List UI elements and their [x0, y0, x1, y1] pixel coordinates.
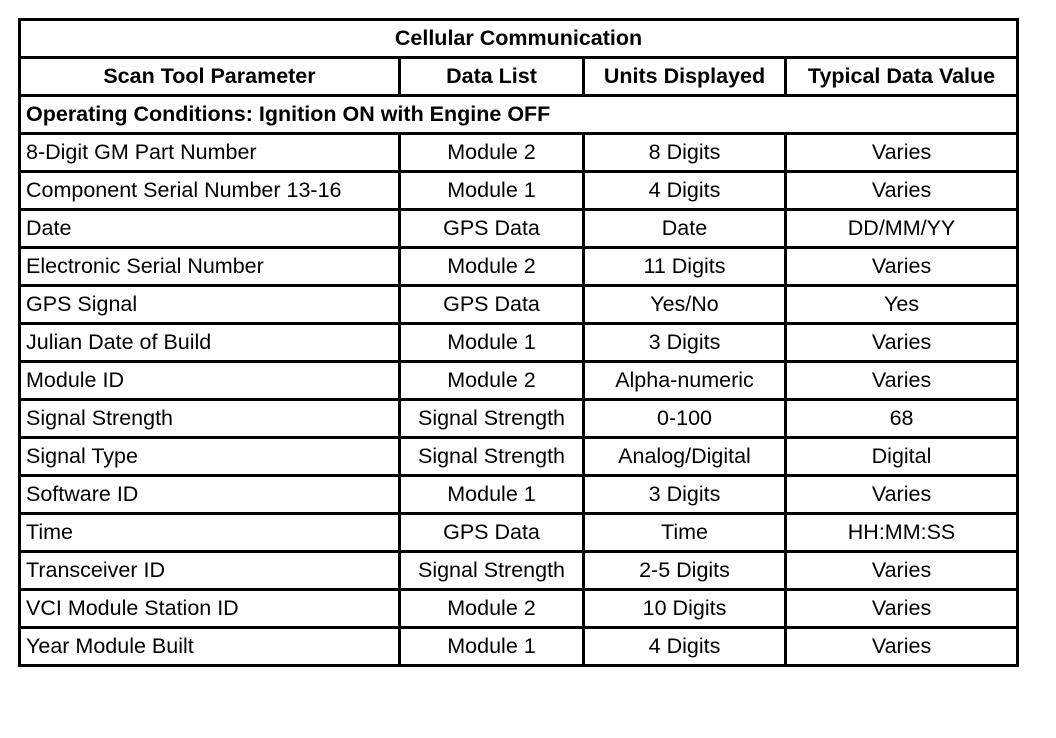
table-row — [20, 248, 1018, 286]
cell-units-displayed: 0-100 — [584, 400, 786, 438]
cell-scan-tool-parameter: GPS Signal — [20, 286, 400, 324]
cell-data-list: Module 2 — [400, 248, 584, 286]
scan-tool-data-table — [18, 18, 1019, 667]
cell-data-list: GPS Data — [400, 210, 584, 248]
cell-units-displayed: Time — [584, 514, 786, 552]
cell-scan-tool-parameter: Signal Strength — [20, 400, 400, 438]
table-row — [20, 210, 1018, 248]
cell-data-list: Module 2 — [400, 134, 584, 172]
table-row — [20, 286, 1018, 324]
cell-data-list: GPS Data — [400, 514, 584, 552]
cell-typical-data-value: Varies — [786, 362, 1018, 400]
cell-units-displayed: Alpha-numeric — [584, 362, 786, 400]
cell-scan-tool-parameter: Component Serial Number 13-16 — [20, 172, 400, 210]
table-title-row — [20, 20, 1018, 58]
cell-data-list: Module 2 — [400, 362, 584, 400]
cell-scan-tool-parameter: 8-Digit GM Part Number — [20, 134, 400, 172]
table-row — [20, 172, 1018, 210]
table-row — [20, 552, 1018, 590]
cell-typical-data-value: Varies — [786, 476, 1018, 514]
table-row — [20, 134, 1018, 172]
cell-data-list: Module 1 — [400, 476, 584, 514]
cell-typical-data-value: Varies — [786, 552, 1018, 590]
cell-units-displayed: 4 Digits — [584, 172, 786, 210]
column-header-typical-data-value: Typical Data Value — [786, 58, 1018, 96]
cell-units-displayed: Date — [584, 210, 786, 248]
cell-data-list: Signal Strength — [400, 438, 584, 476]
cell-typical-data-value: Digital — [786, 438, 1018, 476]
cell-scan-tool-parameter: Module ID — [20, 362, 400, 400]
table-title: Cellular Communication — [20, 20, 1018, 58]
cell-typical-data-value: HH:MM:SS — [786, 514, 1018, 552]
cell-units-displayed: 10 Digits — [584, 590, 786, 628]
cell-scan-tool-parameter: Date — [20, 210, 400, 248]
table-row — [20, 324, 1018, 362]
column-header-units-displayed: Units Displayed — [584, 58, 786, 96]
cell-scan-tool-parameter: Julian Date of Build — [20, 324, 400, 362]
cell-units-displayed: 3 Digits — [584, 476, 786, 514]
cell-typical-data-value: Varies — [786, 628, 1018, 666]
cell-data-list: Signal Strength — [400, 400, 584, 438]
section-heading: Operating Conditions: Ignition ON with Engine OFF — [20, 96, 1018, 134]
cell-data-list: Signal Strength — [400, 552, 584, 590]
cell-scan-tool-parameter: Transceiver ID — [20, 552, 400, 590]
cell-scan-tool-parameter: Time — [20, 514, 400, 552]
table-row — [20, 514, 1018, 552]
table-row — [20, 362, 1018, 400]
cell-typical-data-value: Varies — [786, 134, 1018, 172]
column-header-scan-tool-parameter: Scan Tool Parameter — [20, 58, 400, 96]
cell-data-list: Module 1 — [400, 628, 584, 666]
table-body — [20, 96, 1018, 666]
cell-typical-data-value: Varies — [786, 324, 1018, 362]
cell-units-displayed: 8 Digits — [584, 134, 786, 172]
cell-typical-data-value: Varies — [786, 248, 1018, 286]
cell-data-list: Module 2 — [400, 590, 584, 628]
cell-units-displayed: Yes/No — [584, 286, 786, 324]
table-row — [20, 438, 1018, 476]
cell-typical-data-value: Varies — [786, 590, 1018, 628]
column-header-data-list: Data List — [400, 58, 584, 96]
table-row — [20, 476, 1018, 514]
cell-typical-data-value: Varies — [786, 172, 1018, 210]
cell-data-list: Module 1 — [400, 172, 584, 210]
cell-scan-tool-parameter: Year Module Built — [20, 628, 400, 666]
section-row — [20, 96, 1018, 134]
cell-data-list: Module 1 — [400, 324, 584, 362]
cell-units-displayed: 11 Digits — [584, 248, 786, 286]
cell-scan-tool-parameter: Electronic Serial Number — [20, 248, 400, 286]
cell-units-displayed: Analog/Digital — [584, 438, 786, 476]
cell-typical-data-value: DD/MM/YY — [786, 210, 1018, 248]
cell-units-displayed: 3 Digits — [584, 324, 786, 362]
table-row — [20, 628, 1018, 666]
table-header-row — [20, 58, 1018, 96]
table-row — [20, 400, 1018, 438]
cell-typical-data-value: Yes — [786, 286, 1018, 324]
cell-units-displayed: 2-5 Digits — [584, 552, 786, 590]
cell-scan-tool-parameter: VCI Module Station ID — [20, 590, 400, 628]
cell-scan-tool-parameter: Signal Type — [20, 438, 400, 476]
cell-typical-data-value: 68 — [786, 400, 1018, 438]
cell-data-list: GPS Data — [400, 286, 584, 324]
cell-scan-tool-parameter: Software ID — [20, 476, 400, 514]
table-row — [20, 590, 1018, 628]
cell-units-displayed: 4 Digits — [584, 628, 786, 666]
